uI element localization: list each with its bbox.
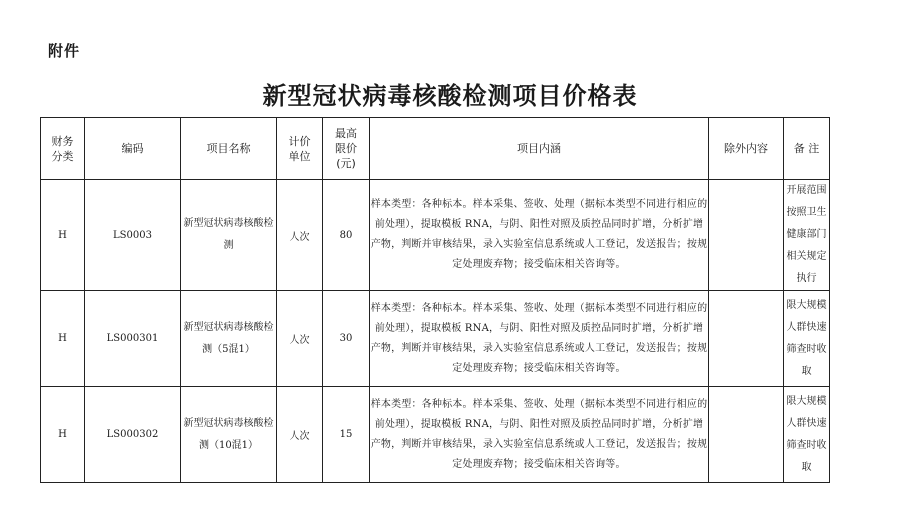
table-header-row	[41, 118, 830, 180]
table-row	[41, 387, 830, 483]
row-excluded	[709, 291, 784, 387]
header-note: 备 注	[784, 118, 830, 180]
row-excluded	[709, 387, 784, 483]
row-price: 30	[323, 291, 370, 387]
row-category: H	[41, 291, 85, 387]
price-table	[40, 117, 830, 483]
header-content: 项目内涵	[370, 118, 709, 180]
row-content: 样本类型：各种标本。样本采集、签收、处理（据标本类型不同进行相应的前处理），提取模板 RNA，与阴、阳性对照及质控品同时扩增，分析扩增产物，判断并审核结果，录入实验室信息系统或人工登记，发送报告；按规定处理废弃物；接受临床相关咨询等。	[370, 291, 709, 387]
row-note: 限大规模人群快速筛查时收取	[784, 291, 830, 387]
header-max-price: 最高限价(元)	[323, 118, 370, 180]
row-unit: 人次	[277, 387, 323, 483]
row-note: 开展范围按照卫生健康部门相关规定执行	[784, 180, 830, 291]
row-content: 样本类型：各种标本。样本采集、签收、处理（据标本类型不同进行相应的前处理），提取模板 RNA，与阴、阳性对照及质控品同时扩增，分析扩增产物，判断并审核结果，录入实验室信息系统或人工登记，发送报告；按规定处理废弃物；接受临床相关咨询等。	[370, 180, 709, 291]
row-note: 限大规模人群快速筛查时收取	[784, 387, 830, 483]
header-unit: 计价单位	[277, 118, 323, 180]
row-code: LS0003	[85, 180, 181, 291]
header-name: 项目名称	[181, 118, 277, 180]
header-code: 编码	[85, 118, 181, 180]
row-price: 80	[323, 180, 370, 291]
row-category: H	[41, 387, 85, 483]
row-code: LS000302	[85, 387, 181, 483]
table-row	[41, 291, 830, 387]
document-title: 新型冠状病毒核酸检测项目价格表	[262, 82, 638, 110]
attachment-label: 附件	[48, 42, 81, 60]
row-name: 新型冠状病毒核酸检测（5混1）	[181, 291, 277, 387]
row-category: H	[41, 180, 85, 291]
row-price: 15	[323, 387, 370, 483]
row-code: LS000301	[85, 291, 181, 387]
row-unit: 人次	[277, 291, 323, 387]
table-row	[41, 180, 830, 291]
header-excluded: 除外内容	[709, 118, 784, 180]
row-excluded	[709, 180, 784, 291]
row-unit: 人次	[277, 180, 323, 291]
row-name: 新型冠状病毒核酸检测（10混1）	[181, 387, 277, 483]
row-name: 新型冠状病毒核酸检测	[181, 180, 277, 291]
row-content: 样本类型：各种标本。样本采集、签收、处理（据标本类型不同进行相应的前处理），提取模板 RNA，与阴、阳性对照及质控品同时扩增，分析扩增产物，判断并审核结果，录入实验室信息系统或人工登记，发送报告；按规定处理废弃物；接受临床相关咨询等。	[370, 387, 709, 483]
header-category: 财务分类	[41, 118, 85, 180]
